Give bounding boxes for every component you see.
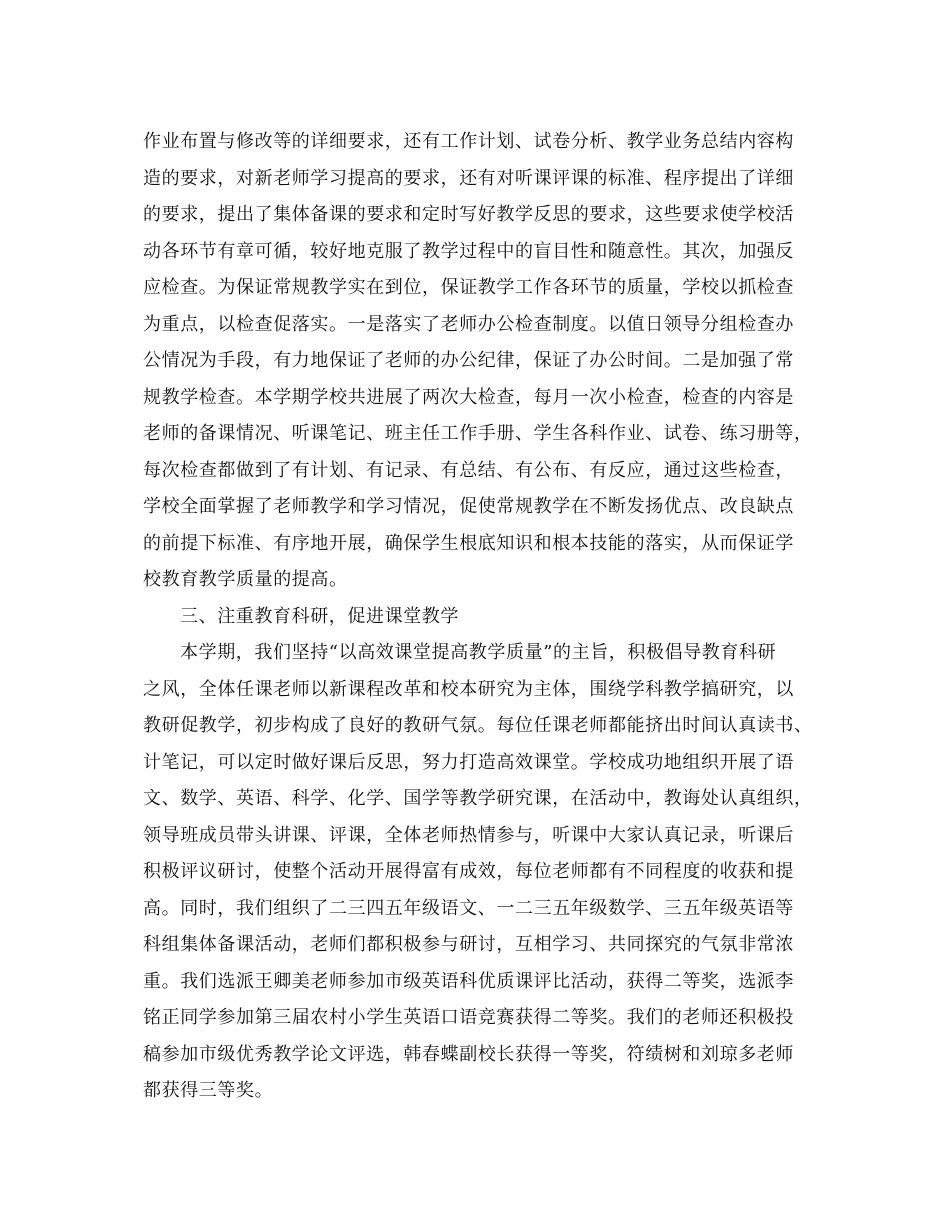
text-line: 规教学检查。本学期学校共进展了两次大检查，每月一次小检查，检查的内容是 [143,386,794,408]
text-line: 文、数学、英语、科学、化学、国学等教学研究课，在活动中，教诲处认真组织， [143,788,813,809]
text-line: 高。同时，我们组织了二三四五年级语文、一二三五年级数学、三五年级英语等 [143,897,794,919]
text-line: 重。我们选派王卿美老师参加市级英语科优质课评比活动，获得二等奖，选派李 [143,970,794,992]
text-line: 造的要求，对新老师学习提高的要求，还有对听课评课的标准、程序提出了详细 [143,167,794,189]
text-line: 的前提下标准、有序地开展，确保学生根底知识和根本技能的落实，从而保证学 [143,532,794,554]
text-line: 老师的备课情况、听课笔记、班主任工作手册、学生各科作业、试卷、练习册等， [143,423,813,444]
text-line: 教研促教学，初步构成了良好的教研气氛。每位任课老师都能挤出时间认真读书、 [143,715,813,736]
text-line: 领导班成员带头讲课、评课，全体老师热情参与，听课中大家认真记录，听课后 [143,824,794,846]
paragraph-start-line: 三、注重教育科研，促进课堂教学 [180,605,459,627]
paragraph-start-line: 本学期，我们坚持“以高效课堂提高教学质量”的主旨，积极倡导教育科研 [180,642,777,663]
text-line: 都获得三等奖。 [143,1080,274,1101]
text-line: 应检查。为保证常规教学实在到位，保证教学工作各环节的质量，学校以抓检查 [143,277,794,298]
text-line: 每次检查都做到了有计划、有记录、有总结、有公布、有反应，通过这些检查， [143,459,794,481]
text-line: 公情况为手段，有力地保证了老师的办公纪律，保证了办公时间。二是加强了常 [143,350,794,371]
document-body [143,124,813,1110]
text-line: 校教育教学质量的提高。 [143,569,348,590]
text-line: 科组集体备课活动，老师们都积极参与研讨，互相学习、共同探究的气氛非常浓 [143,934,794,955]
text-line: 计笔记，可以定时做好课后反思，努力打造高效课堂。学校成功地组织开展了语 [143,751,794,773]
text-line: 学校全面掌握了老师教学和学习情况，促使常规教学在不断发扬优点、改良缺点 [143,496,794,517]
text-line: 之风，全体任课老师以新课程改革和校本研究为主体，围绕学科教学搞研究，以 [143,678,794,700]
text-line: 的要求，提出了集体备课的要求和定时写好教学反思的要求，这些要求使学校活 [143,204,794,225]
text-line: 积极评议研讨，使整个活动开展得富有成效，每位老师都有不同程度的收获和提 [143,861,794,882]
text-line: 为重点，以检查促落实。一是落实了老师办公检查制度。以值日领导分组检查办 [143,313,794,335]
text-line: 作业布置与修改等的详细要求，还有工作计划、试卷分析、教学业务总结内容构 [143,131,794,152]
text-line: 铭正同学参加第三届农村小学生英语口语竞赛获得二等奖。我们的老师还积极投 [143,1007,794,1028]
text-line: 动各环节有章可循，较好地克服了教学过程中的盲目性和随意性。其次，加强反 [143,240,794,262]
text-line: 稿参加市级优秀教学论文评选，韩春蝶副校长获得一等奖，符绩树和刘琼多老师 [143,1043,794,1065]
